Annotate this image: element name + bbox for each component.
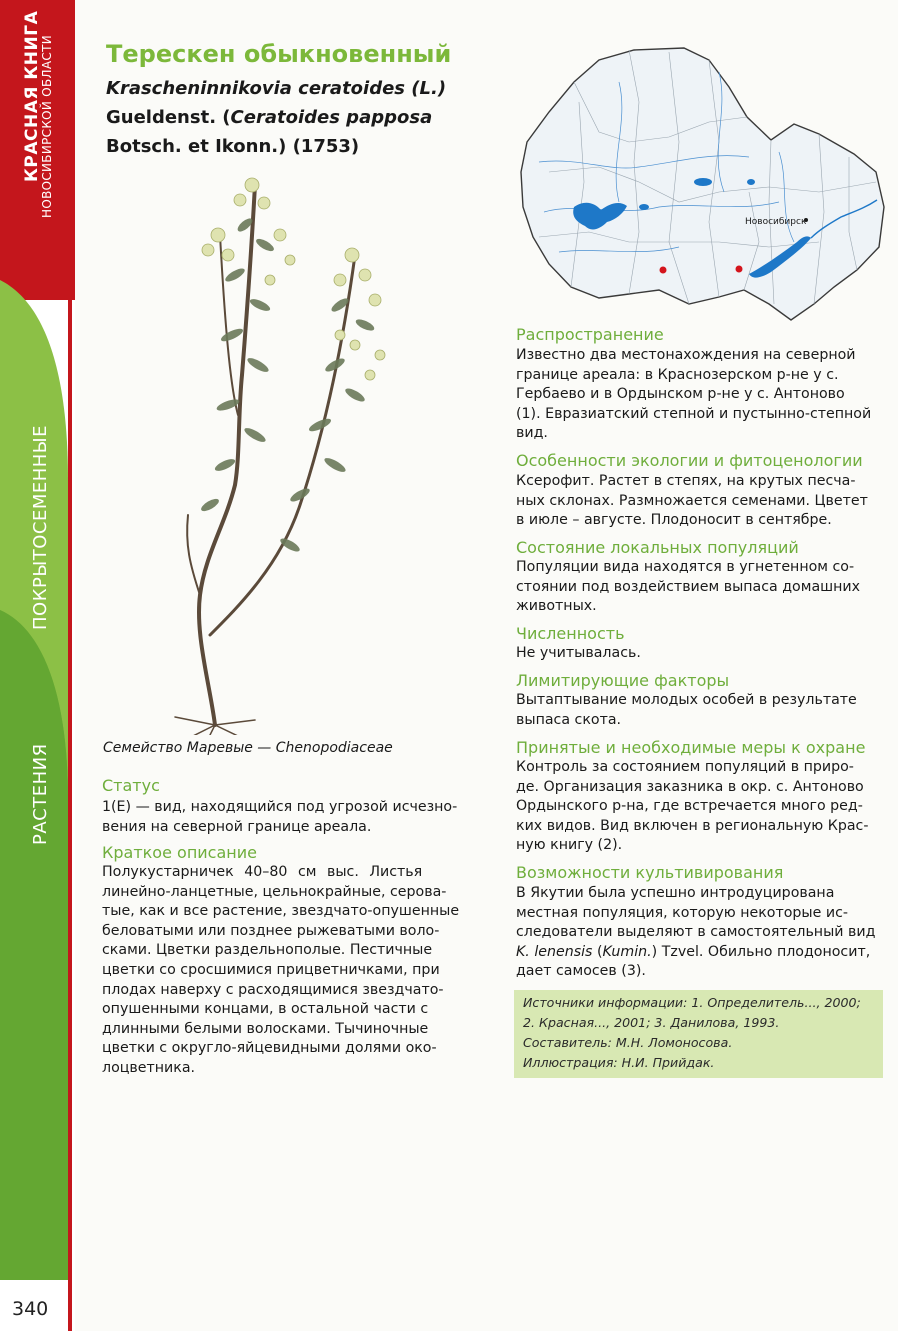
status-text: [102, 798, 471, 837]
ecology-text: [516, 472, 886, 531]
species-title: Терескен обыкновенный: [106, 40, 452, 68]
distribution-heading: Распространение: [516, 325, 664, 344]
text-line: вид.: [516, 425, 548, 442]
sources-line: Источники информации: 1. Определитель..., 2000;: [523, 995, 861, 1010]
book-title: КРАСНАЯ КНИГА: [22, 10, 42, 182]
plant-illustration: [140, 165, 430, 735]
text-line: ную книгу (2).: [516, 837, 623, 854]
side-red-line: [68, 0, 72, 1331]
description-line: сками. Цветки раздельнополые. Пестичные: [102, 942, 433, 959]
cultivation-heading: Возможности культивирования: [516, 863, 784, 882]
cultivation-text: [516, 884, 886, 982]
sources-box: [514, 990, 883, 1078]
text-line: Не учитывалась.: [516, 645, 641, 661]
sources-line: 2. Красная..., 2001; 3. Данилова, 1993.: [523, 1015, 780, 1030]
section-label: ПОКРЫТОСЕМЕННЫЕ: [30, 424, 51, 630]
text-line: де. Организация заказника в окр. с. Антоново: [516, 778, 864, 795]
ecology-heading: Особенности экологии и фитоценологии: [516, 451, 863, 470]
latin-line-1: Krascheninnikovia ceratoides (L.): [106, 78, 447, 99]
text-line: выпаса скота.: [516, 711, 622, 728]
text-line: Ордынского р-на, где встречается много ред-: [516, 798, 863, 815]
compiler-line: Составитель: М.Н. Ломоносова.: [523, 1035, 733, 1050]
text-line: ных склонах. Размножается семенами. Цветет: [516, 492, 868, 509]
book-subtitle: НОВОСИБИРСКОЙ ОБЛАСТИ: [40, 35, 54, 218]
record-point: [736, 266, 743, 273]
description-heading: Краткое описание: [102, 843, 257, 862]
text-line: (1). Евразиатский степной и пустынно-степной: [516, 405, 872, 422]
text-fragment: (: [592, 943, 603, 960]
description-line: плодах наверху с расходящимися звездчато-: [102, 981, 444, 998]
limiting-text: [516, 691, 886, 730]
protection-text: [516, 758, 886, 856]
description-line: линейно-ланцетные, цельнокрайные, серова-: [102, 883, 447, 900]
status-line: 1(E) — вид, находящийся под угрозой исчезно-: [102, 799, 458, 815]
text-fragment: ) Tzvel. Обильно плодоносит,: [651, 943, 871, 960]
description-text: [102, 863, 471, 1079]
distribution-text: [516, 346, 886, 444]
text-line: Гербаево и в Ордынском р-не у с. Антоново: [516, 386, 845, 403]
city-label: Новосибирск: [745, 217, 807, 227]
text-line: местная популяция, которую некоторые ис-: [516, 904, 849, 921]
kingdom-label: РАСТЕНИЯ: [30, 743, 51, 845]
description-line: беловатыми или позднее рыжеватыми воло-: [102, 922, 440, 939]
status-heading: Статус: [102, 776, 160, 795]
description-line: тые, как и все растение, звездчато-опушенные: [102, 903, 460, 920]
author-name: Kumin.: [602, 943, 652, 960]
text-line: стоянии под воздействием выпаса домашних: [516, 578, 861, 595]
text-line: границе ареала: в Краснозерском р-не у с.: [516, 366, 839, 383]
text-line: Популяции вида находятся в угнетенном со-: [516, 559, 855, 575]
populations-text: [516, 558, 886, 617]
status-line: вения на северной границе ареала.: [102, 818, 372, 835]
description-line: цветки с округло-яйцевидными долями око-: [102, 1040, 437, 1057]
illustrator-line: Иллюстрация: Н.И. Прийдак.: [523, 1055, 715, 1070]
latin-line-2b: Ceratoides papposa: [230, 107, 433, 128]
text-line: в июле – августе. Плодоносит в сентябре.: [516, 512, 832, 529]
species-epithet: K. lenensis: [516, 943, 593, 960]
text-line: [516, 943, 886, 963]
latin-line-2a: Gueldenst. (: [106, 107, 231, 128]
text-line: Известно два местонахождения на северной: [516, 347, 856, 363]
text-line: ких видов. Вид включен в региональную Крас-: [516, 817, 869, 834]
text-line: животных.: [516, 598, 597, 615]
description-line: цветки со сросшимися прицветничками, при: [102, 961, 440, 978]
abundance-heading: Численность: [516, 624, 625, 643]
latin-line-3: Botsch. et Ikonn.) (1753): [106, 136, 360, 157]
text-line: В Якутии была успешно интродуцирована: [516, 885, 835, 901]
text-line: Вытаптывание молодых особей в результате: [516, 692, 857, 708]
protection-heading: Принятые и необходимые меры к охране: [516, 738, 866, 757]
populations-heading: Состояние локальных популяций: [516, 538, 799, 557]
record-point: [660, 267, 667, 274]
description-line: длинными белыми волосками. Тычиночные: [102, 1020, 429, 1037]
abundance-text: [516, 644, 886, 664]
description-line: опушенными концами, в остальной части с: [102, 1001, 429, 1018]
species-latin-name: [106, 74, 466, 161]
page-number: 340: [12, 1298, 49, 1320]
description-line: Полукустарничек 40–80 см выс. Листья: [102, 864, 423, 880]
text-line: дает самосев (3).: [516, 963, 646, 980]
text-line: Ксерофит. Растет в степях, на крутых песча-: [516, 473, 856, 489]
text-line: Контроль за состоянием популяций в приро-: [516, 759, 854, 775]
limiting-heading: Лимитирующие факторы: [516, 671, 730, 690]
text-line: следователи выделяют в самостоятельный вид: [516, 924, 876, 941]
distribution-map: [519, 42, 889, 325]
family-caption: Семейство Маревые — Chenopodiaceae: [103, 740, 393, 756]
description-line: лоцветника.: [102, 1059, 196, 1076]
